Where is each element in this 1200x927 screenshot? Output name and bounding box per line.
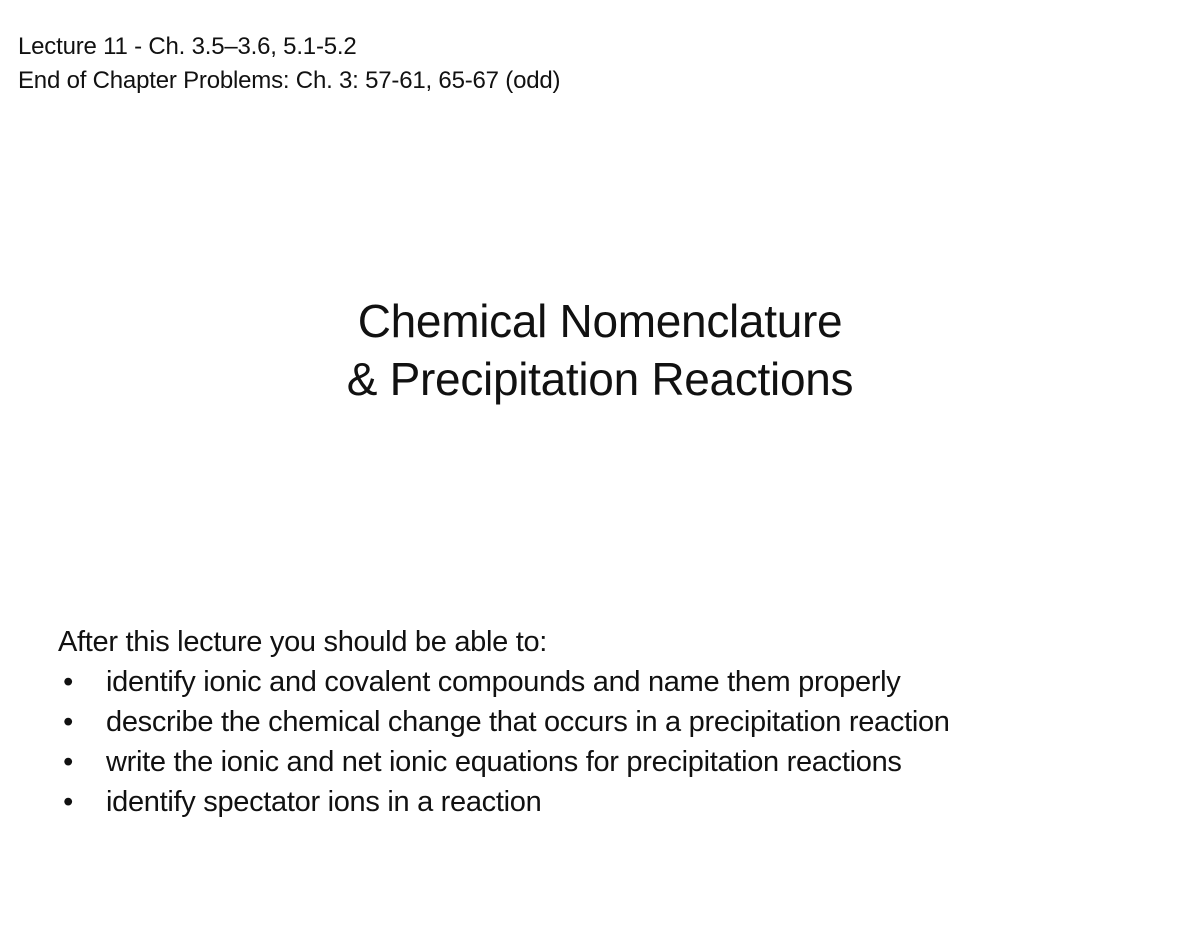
lecture-reference: Lecture 11 - Ch. 3.5–3.6, 5.1-5.2: [18, 33, 357, 60]
objectives-intro: After this lecture you should be able to:: [58, 626, 548, 658]
objective-text: identify spectator ions in a reaction: [106, 786, 542, 818]
learning-objectives: [58, 622, 950, 822]
objective-text: describe the chemical change that occurs in a precipitation reaction: [106, 706, 950, 738]
objectives-list: [58, 662, 950, 822]
objective-item: [58, 782, 950, 822]
bullet-icon: •: [63, 746, 73, 778]
bullet-icon: •: [63, 706, 73, 738]
objective-item: [58, 702, 950, 742]
slide-title: [0, 292, 1200, 408]
slide-title-line-1: Chemical Nomenclature: [357, 295, 843, 347]
lecture-header: [18, 30, 560, 98]
objective-text: identify ionic and covalent compounds and name them properly: [106, 666, 901, 698]
bullet-icon: •: [63, 666, 73, 698]
slide-title-line-2: & Precipitation Reactions: [346, 353, 854, 405]
objective-item: [58, 742, 950, 782]
objective-text: write the ionic and net ionic equations for precipitation reactions: [106, 746, 902, 778]
problems-assignment: End of Chapter Problems: Ch. 3: 57-61, 65-67 (odd): [18, 67, 561, 94]
bullet-icon: •: [63, 786, 73, 818]
objective-item: [58, 662, 950, 702]
